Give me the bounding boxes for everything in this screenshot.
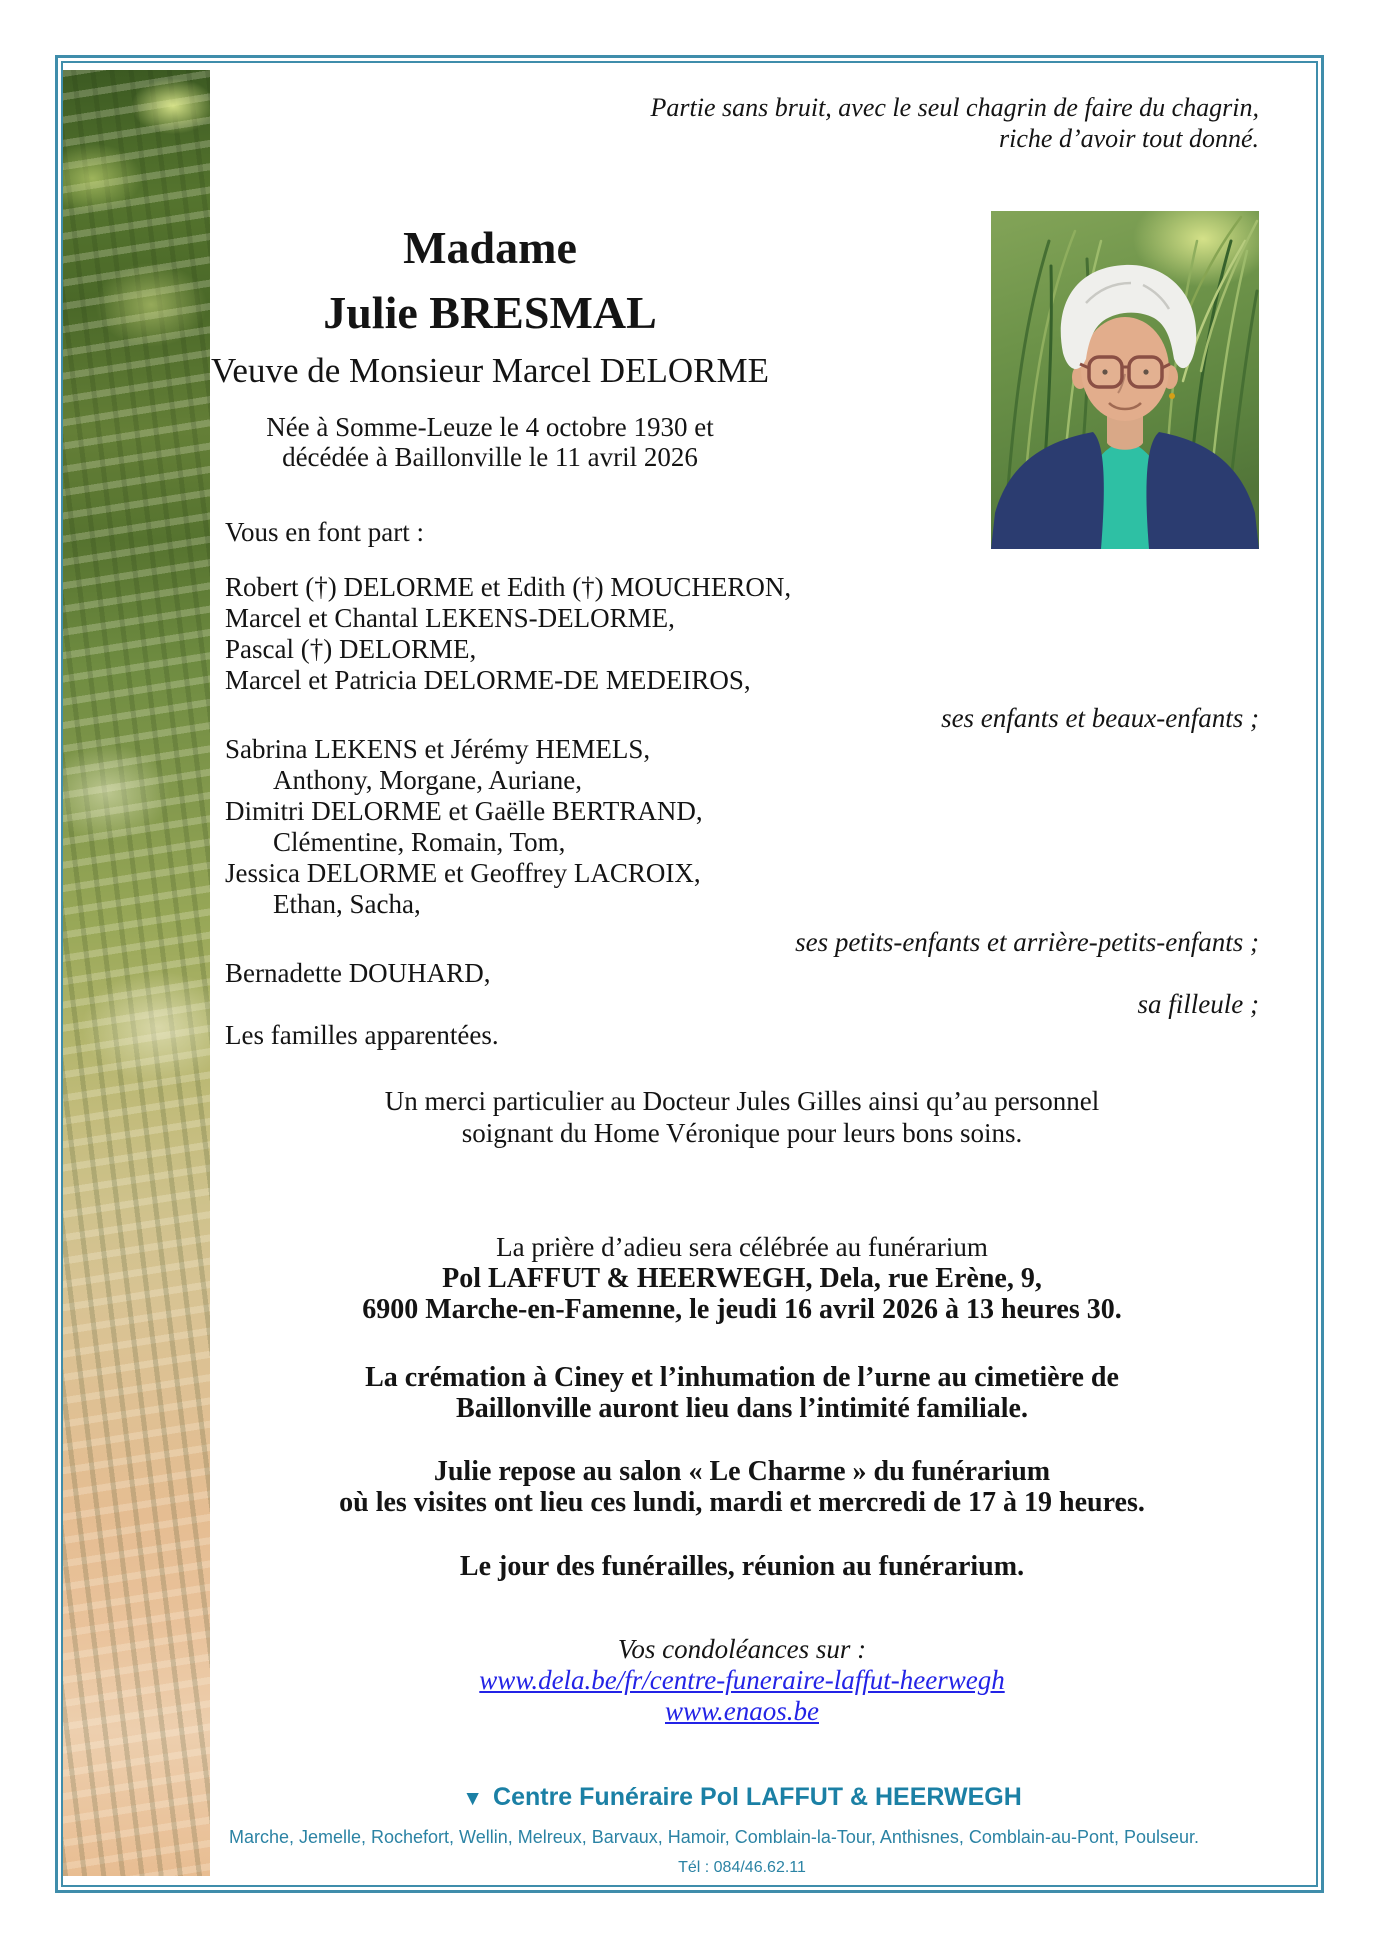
portrait-photo — [991, 211, 1259, 549]
quote-line-1: Partie sans bruit, avec le seul chagrin de faire du chagrin, — [650, 93, 1259, 122]
family-line: Marcel et Patricia DELORME-DE MEDEIROS, — [225, 665, 751, 695]
ceremony-line-2: Pol LAFFUT & HEERWEGH, Dela, rue Erène, 9, — [442, 1263, 1042, 1294]
life-dates — [210, 412, 770, 472]
title-salutation: Madame — [403, 222, 577, 273]
condolences-block — [225, 1634, 1259, 1727]
birth-line: Née à Somme-Leuze le 4 octobre 1930 et — [266, 412, 714, 442]
funeral-home-phone: Tél : 084/46.62.11 — [678, 1859, 806, 1876]
condolences-label: Vos condoléances sur : — [617, 1634, 867, 1664]
memorial-quote — [400, 92, 1259, 154]
family-line: Bernadette DOUHARD, — [225, 958, 491, 988]
ceremony-paragraph — [225, 1232, 1259, 1325]
thanks-line-1: Un merci particulier au Docteur Jules Gilles ainsi qu’au personnel — [384, 1086, 1100, 1116]
death-line: décédée à Baillonville le 11 avril 2026 — [282, 442, 698, 472]
repose-line-1: Julie repose au salon « Le Charme » du funérarium — [433, 1456, 1051, 1487]
family-line: Pascal (†) DELORME, — [225, 634, 477, 664]
ceremony-line-1: La prière d’adieu sera célébrée au funérarium — [496, 1232, 988, 1262]
family-line: Ethan, Sacha, — [273, 889, 421, 919]
condolences-link-dela[interactable]: www.dela.be/fr/centre-funeraire-laffut-heerwegh — [479, 1665, 1005, 1695]
family-line: Les familles apparentées. — [225, 1020, 499, 1050]
family-line: Robert (†) DELORME et Edith (†) MOUCHERON, — [225, 572, 792, 602]
family-line: Jessica DELORME et Geoffrey LACROIX, — [225, 858, 701, 888]
thanks-paragraph — [225, 1085, 1259, 1149]
condolences-link-enaos[interactable]: www.enaos.be — [665, 1696, 819, 1726]
ceremony-line-3: 6900 Marche-en-Famenne, le jeudi 16 avril 2026 à 13 heures 30. — [362, 1294, 1122, 1325]
family-line: Clémentine, Romain, Tom, — [273, 827, 566, 857]
cremation-line-2: Baillonville auront lieu dans l’intimité familiale. — [456, 1393, 1028, 1424]
funeral-home-locations: Marche, Jemelle, Rochefort, Wellin, Melreux, Barvaux, Hamoir, Comblain-la-Tour, Anthisnes, Comblain-au-Pont, Poulseur. — [228, 1827, 1200, 1847]
family-line: Dimitri DELORME et Gaëlle BERTRAND, — [225, 796, 703, 826]
announcement-intro: Vous en font part : — [225, 517, 424, 547]
repose-paragraph — [225, 1456, 1259, 1518]
family-line: Anthony, Morgane, Auriane, — [273, 765, 582, 795]
brand-triangle-icon: ▼ — [462, 1787, 484, 1810]
quote-line-2: riche d’avoir tout donné. — [999, 124, 1259, 153]
family-line: ses petits-enfants et arrière-petits-enfants ; — [795, 927, 1259, 957]
family-list — [225, 572, 1259, 1051]
family-line: ses enfants et beaux-enfants ; — [941, 703, 1259, 733]
brand-name: Centre Funéraire Pol LAFFUT & HEERWEGH — [493, 1783, 1022, 1811]
forest-path-image — [63, 70, 210, 1876]
thanks-line-2: soignant du Home Véronique pour leurs bons soins. — [461, 1118, 1023, 1148]
family-line: Sabrina LEKENS et Jérémy HEMELS, — [225, 734, 651, 764]
widow-line: Veuve de Monsieur Marcel DELORME — [211, 351, 769, 390]
family-line: Marcel et Chantal LEKENS-DELORME, — [225, 603, 675, 633]
deceased-name: Julie BRESMAL — [323, 287, 657, 338]
funeral-day-line: Le jour des funérailles, réunion au funérarium. — [459, 1551, 1025, 1582]
repose-line-2: où les visites ont lieu ces lundi, mardi et mercredi de 17 à 19 heures. — [339, 1487, 1145, 1518]
cremation-line-1: La crémation à Ciney et l’inhumation de l’urne au cimetière de — [365, 1362, 1119, 1393]
cremation-paragraph — [225, 1362, 1259, 1424]
funeral-home-brand — [225, 1782, 1259, 1814]
family-line: sa filleule ; — [1137, 989, 1259, 1019]
